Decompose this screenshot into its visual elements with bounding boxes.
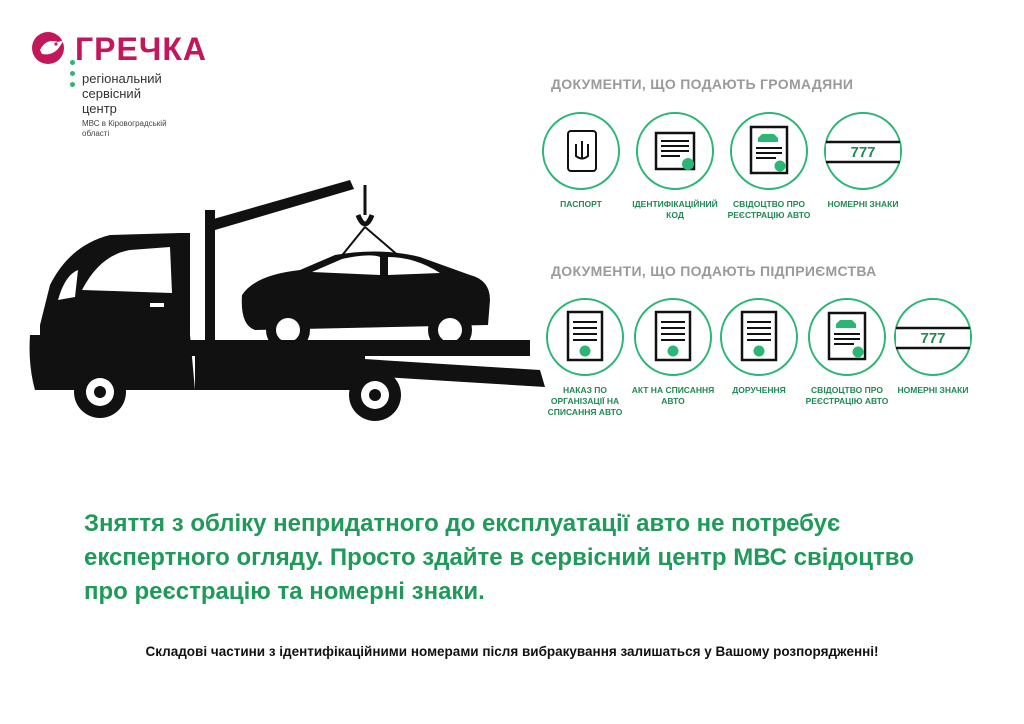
doc-plates xyxy=(815,112,911,210)
document-icon xyxy=(636,112,714,190)
main-message: Зняття з обліку непридатного до експлуатації авто не потребує експертного огляду. Просто здайте в сервісний центр МВС свідоцтво про реєстрацію та номерні знаки. xyxy=(84,510,914,605)
logo-line-3: центр xyxy=(82,101,117,116)
companies-section-title: ДОКУМЕНТИ, ЩО ПОДАЮТЬ ПІДПРИЄМСТВА xyxy=(551,263,877,279)
document-icon xyxy=(634,298,712,376)
logo-subtitle xyxy=(82,71,162,116)
citizens-section-title: ДОКУМЕНТИ, ЩО ПОДАЮТЬ ГРОМАДЯНИ xyxy=(551,76,854,92)
car-certificate-icon xyxy=(808,298,886,376)
doc-act xyxy=(625,298,721,407)
doc-order xyxy=(537,298,633,418)
doc-label: ІДЕНТИФІКАЦІЙНИЙ КОД xyxy=(632,199,718,220)
doc-label: АКТ НА СПИСАННЯ АВТО xyxy=(631,385,715,406)
doc-label: СВІДОЦТВО ПРО РЕЄСТРАЦІЮ АВТО xyxy=(727,199,811,220)
doc-label: ПАСПОРТ xyxy=(560,199,602,209)
footer-note: Складові частини з ідентифікаційними номерами після вибракування залишаться у Вашому розпорядженні! xyxy=(145,644,879,659)
logo-line-2: сервісний xyxy=(82,86,141,101)
doc-registration-cert xyxy=(721,112,817,221)
license-plate-icon xyxy=(894,298,972,376)
logo-bird-icon xyxy=(30,30,70,66)
doc-label: ДОРУЧЕННЯ xyxy=(732,385,786,395)
logo xyxy=(30,28,250,148)
plate-number: 777 xyxy=(920,330,946,347)
doc-label: СВІДОЦТВО ПРО РЕЄСТРАЦІЮ АВТО xyxy=(805,385,889,406)
document-icon xyxy=(720,298,798,376)
doc-registration-cert-company xyxy=(799,298,895,407)
passport-icon xyxy=(542,112,620,190)
document-icon xyxy=(546,298,624,376)
logo-brand: ГРЕЧКА xyxy=(75,31,207,67)
lifted-car xyxy=(242,251,490,352)
license-plate-icon xyxy=(824,112,902,190)
tow-truck-illustration xyxy=(20,175,550,430)
logo-region: МВС в Кіровоградській області xyxy=(82,119,167,138)
car-certificate-icon xyxy=(730,112,808,190)
doc-id-code xyxy=(627,112,723,221)
plate-number: 777 xyxy=(850,144,876,161)
doc-label: НАКАЗ ПО ОРГАНІЗАЦІЇ НА СПИСАННЯ АВТО xyxy=(547,385,623,417)
doc-passport xyxy=(533,112,629,210)
doc-label: НОМЕРНІ ЗНАКИ xyxy=(897,385,969,395)
doc-plates-company xyxy=(885,298,981,396)
doc-label: НОМЕРНІ ЗНАКИ xyxy=(827,199,899,209)
logo-line-1: регіональний xyxy=(82,71,162,86)
doc-power-of-attorney xyxy=(711,298,807,396)
